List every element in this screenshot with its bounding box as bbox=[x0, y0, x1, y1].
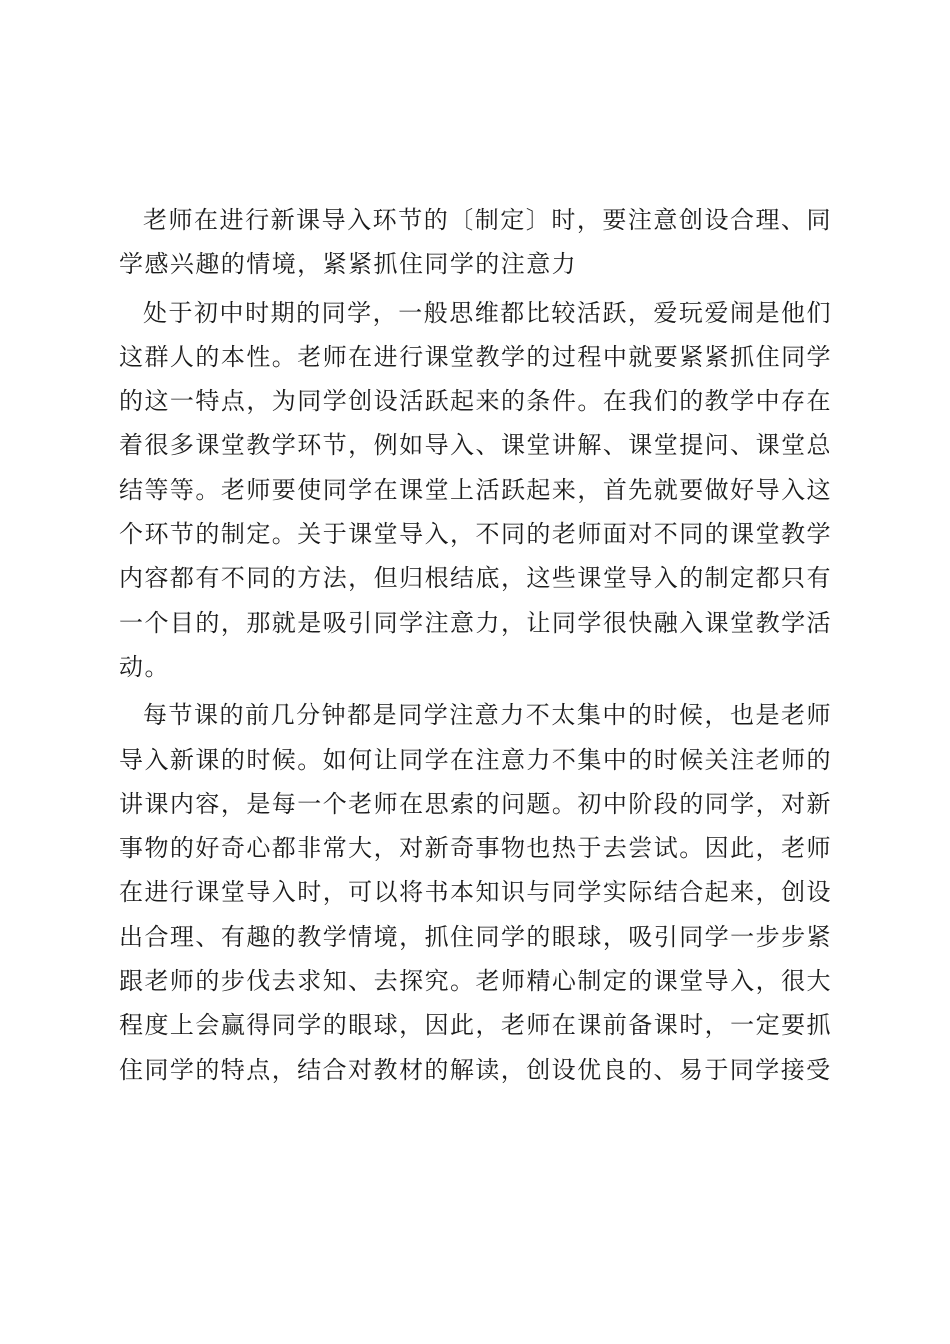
paragraph-1: 处于初中时期的同学，一般思维都比较活跃，爱玩爱闹是他们这群人的本性。老师在进行课堂教学的过程中就要紧紧抓住同学的这一特点，为同学创设活跃起来的条件。在我们的教学中存在着很多课堂教学环节，例如导入、课堂讲解、课堂提问、课堂总结等等。老师要使同学在课堂上活跃起来，首先就要做好导入这个环节的制定。关于课堂导入，不同的老师面对不同的课堂教学内容都有不同的方法，但归根结底，这些课堂导入的制定都只有一个目的，那就是吸引同学注意力，让同学很快融入课堂教学活动。 bbox=[119, 298, 832, 681]
paragraph-2: 每节课的前几分钟都是同学注意力不太集中的时候，也是老师导入新课的时候。如何让同学在注意力不集中的时候关注老师的讲课内容，是每一个老师在思索的问题。初中阶段的同学，对新事物的好奇心都非常大，对新奇事物也热于去尝试。因此，老师在进行课堂导入时，可以将书本知识与同学实际结合起来，创设出合理、有趣的教学情境，抓住同学的眼球，吸引同学一步步紧跟老师的步伐去求知、去探究。老师精心制定的课堂导入，很大程度上会赢得同学的眼球，因此，老师在课前备课时，一定要抓住同学的特点，结合对教材的解读，创设优良的、易于同学接受 bbox=[119, 701, 832, 1084]
paragraph-heading: 老师在进行新课导入环节的〔制定〕时，要注意创设合理、同学感兴趣的情境，紧紧抓住同学的注意力 bbox=[119, 206, 832, 279]
document-body bbox=[119, 198, 832, 1096]
